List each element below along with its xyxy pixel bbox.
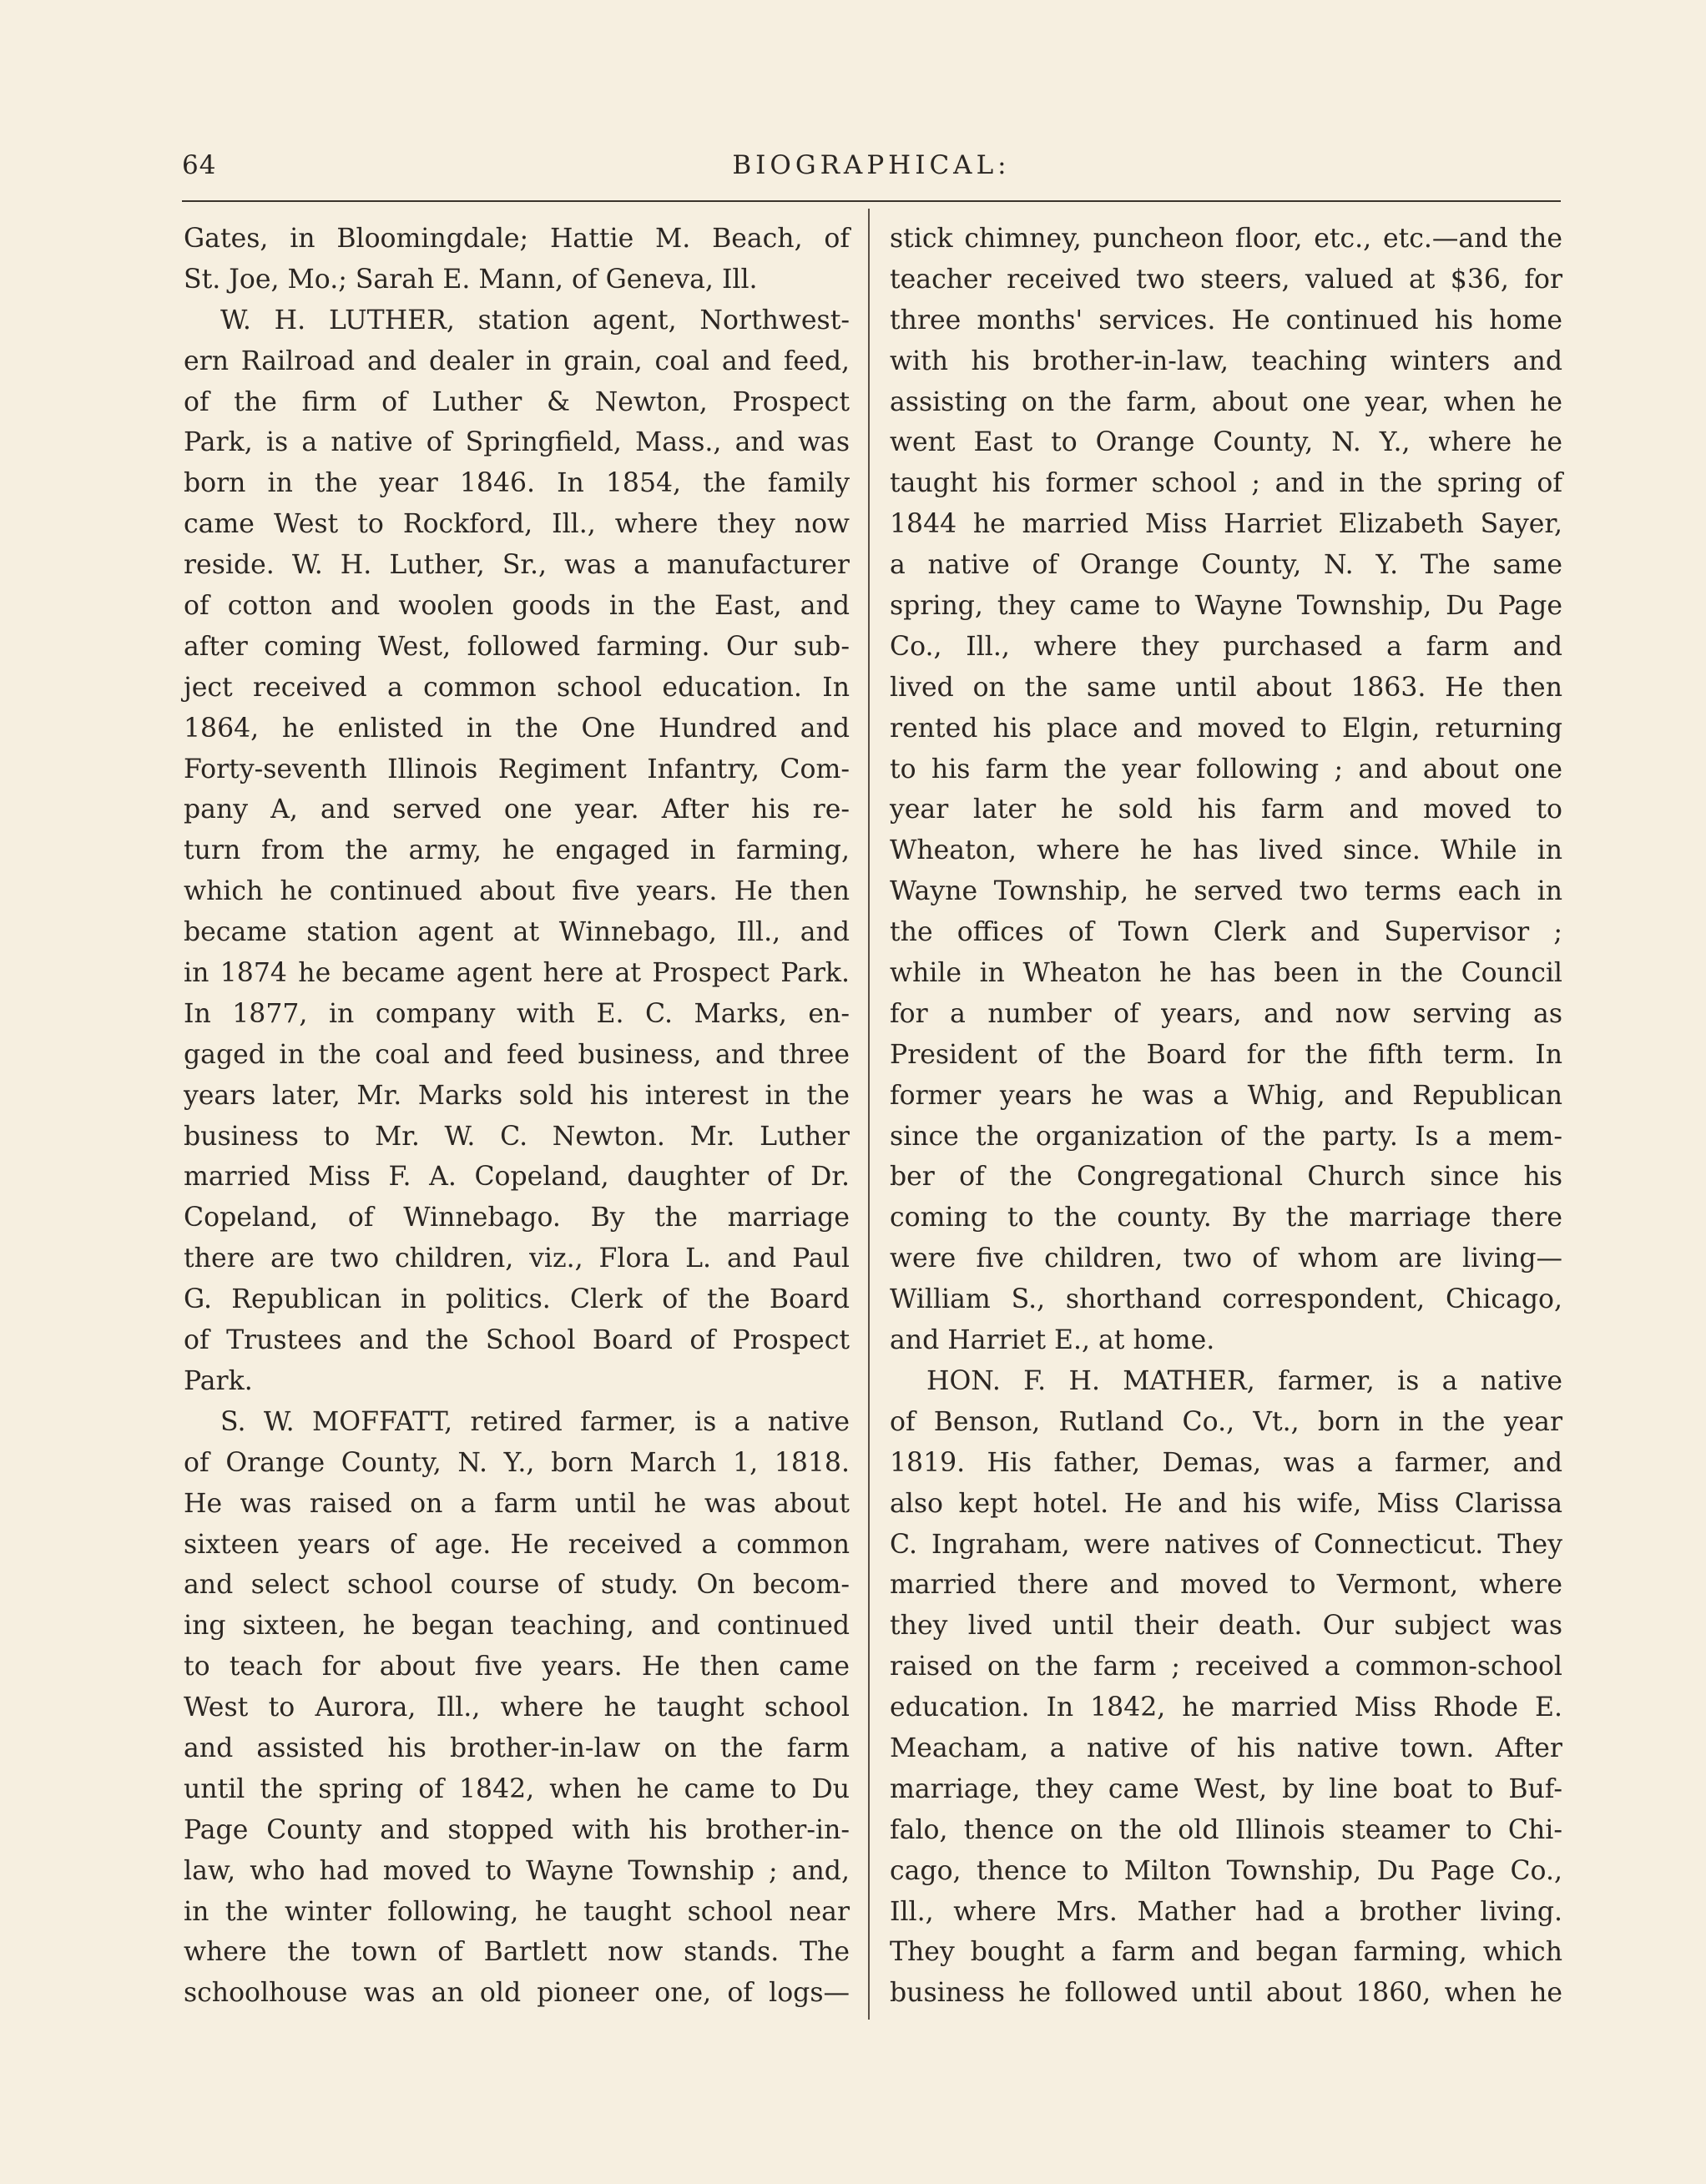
- text-line: William S., shorthand correspondent, Chicago,: [890, 1284, 1562, 1315]
- text-line: Meacham, a native of his native town. After: [890, 1733, 1562, 1763]
- header-rule: [182, 200, 1561, 202]
- text-line: Co., Ill., where they purchased a farm and: [890, 631, 1562, 662]
- text-line: for a number of years, and now serving as: [890, 998, 1562, 1029]
- text-line: Ill., where Mrs. Mather had a brother living.: [890, 1896, 1562, 1927]
- text-line: President of the Board for the fifth term. In: [890, 1039, 1562, 1070]
- text-line: stick chimney, puncheon floor, etc., etc.—and the: [890, 224, 1562, 254]
- text-line: year later he sold his farm and moved to: [890, 794, 1562, 825]
- text-line: Page County and stopped with his brother-in-: [184, 1814, 850, 1845]
- text-line: after coming West, followed farming. Our sub-: [184, 631, 850, 662]
- running-head: BIOGRAPHICAL:: [732, 150, 1011, 180]
- text-line: married there and moved to Vermont, where: [890, 1570, 1562, 1601]
- text-line: to teach for about five years. He then came: [184, 1652, 850, 1682]
- text-line: ber of the Congregational Church since his: [890, 1162, 1562, 1193]
- text-line: sixteen years of age. He received a common: [184, 1529, 850, 1560]
- text-line: were five children, two of whom are living—: [890, 1243, 1562, 1274]
- text-line: schoolhouse was an old pioneer one, of logs—: [184, 1978, 850, 2009]
- column-divider: [868, 209, 870, 2020]
- text-line: and assisted his brother-in-law on the farm: [184, 1733, 850, 1763]
- text-line: and select school course of study. On becom-: [184, 1570, 850, 1601]
- text-line: ing sixteen, he began teaching, and continued: [184, 1611, 850, 1642]
- text-line: of the firm of Luther & Newton, Prospect: [184, 386, 850, 417]
- text-line: since the organization of the party. Is a mem-: [890, 1121, 1562, 1152]
- text-line: coming to the county. By the marriage there: [890, 1203, 1562, 1233]
- text-line: three months' services. He continued his home: [890, 305, 1562, 335]
- text-line: also kept hotel. He and his wife, Miss Clarissa: [890, 1488, 1562, 1519]
- text-line: St. Joe, Mo.; Sarah E. Mann, of Geneva, Ill.: [184, 264, 758, 295]
- text-line: they lived until their death. Our subject was: [890, 1611, 1562, 1642]
- text-line: of Benson, Rutland Co., Vt., born in the year: [890, 1406, 1562, 1437]
- text-line: became station agent at Winnebago, Ill., and: [184, 917, 850, 948]
- text-line: where the town of Bartlett now stands. The: [184, 1937, 850, 1968]
- text-line: West to Aurora, Ill., where he taught school: [184, 1692, 850, 1723]
- text-line: in 1874 he became agent here at Prospect Park.: [184, 958, 850, 989]
- text-line: reside. W. H. Luther, Sr., was a manufacturer: [184, 550, 850, 581]
- text-line: there are two children, viz., Flora L. and Paul: [184, 1243, 850, 1274]
- text-line: of cotton and woolen goods in the East, and: [184, 591, 850, 622]
- text-line: lived on the same until about 1863. He then: [890, 672, 1562, 703]
- text-line: Park, is a native of Springfield, Mass., and was: [184, 427, 850, 458]
- text-line: years later, Mr. Marks sold his interest in the: [184, 1080, 850, 1111]
- text-line: ern Railroad and dealer in grain, coal and feed,: [184, 346, 850, 376]
- text-line: Forty-seventh Illinois Regiment Infantry, Com-: [184, 754, 850, 784]
- text-line: in the winter following, he taught school near: [184, 1896, 850, 1927]
- text-line: the offices of Town Clerk and Supervisor ;: [890, 917, 1562, 948]
- text-line: Gates, in Bloomingdale; Hattie M. Beach, of: [184, 224, 850, 254]
- text-line: former years he was a Whig, and Republican: [890, 1080, 1562, 1111]
- text-line: until the spring of 1842, when he came to Du: [184, 1773, 850, 1804]
- text-line: 1819. His father, Demas, was a farmer, and: [890, 1447, 1562, 1478]
- text-line: HON. F. H. MATHER, farmer, is a native: [926, 1365, 1562, 1396]
- text-line: and Harriet E., at home.: [890, 1325, 1215, 1356]
- text-line: taught his former school ; and in the spring of: [890, 468, 1562, 499]
- text-line: to his farm the year following ; and about one: [890, 754, 1562, 784]
- text-line: with his brother-in-law, teaching winters and: [890, 346, 1562, 376]
- text-line: while in Wheaton he has been in the Council: [890, 958, 1562, 989]
- left-column: [184, 219, 850, 2014]
- text-line: of Trustees and the School Board of Prospect: [184, 1325, 850, 1356]
- text-line: gaged in the coal and feed business, and three: [184, 1039, 850, 1070]
- text-line: turn from the army, he engaged in farming,: [184, 835, 850, 866]
- text-line: G. Republican in politics. Clerk of the Board: [184, 1284, 850, 1315]
- text-line: a native of Orange County, N. Y. The same: [890, 550, 1562, 581]
- text-line: came West to Rockford, Ill., where they now: [184, 509, 850, 540]
- text-line: 1864, he enlisted in the One Hundred and: [184, 713, 850, 744]
- text-line: teacher received two steers, valued at $36, for: [890, 264, 1562, 295]
- text-line: In 1877, in company with E. C. Marks, en-: [184, 998, 850, 1029]
- text-line: business he followed until about 1860, when he: [890, 1978, 1562, 2009]
- text-line: assisting on the farm, about one year, when he: [890, 386, 1562, 417]
- text-line: born in the year 1846. In 1854, the family: [184, 468, 850, 499]
- text-line: ject received a common school education. In: [184, 672, 850, 703]
- text-line: rented his place and moved to Elgin, returning: [890, 713, 1562, 744]
- text-line: falo, thence on the old Illinois steamer to Chi-: [890, 1814, 1562, 1845]
- text-line: pany A, and served one year. After his re-: [184, 794, 850, 825]
- text-line: of Orange County, N. Y., born March 1, 1818.: [184, 1447, 850, 1478]
- text-line: education. In 1842, he married Miss Rhode E.: [890, 1692, 1562, 1723]
- right-column: [890, 219, 1562, 2014]
- text-line: They bought a farm and began farming, which: [890, 1937, 1562, 1968]
- text-line: raised on the farm ; received a common-school: [890, 1652, 1562, 1682]
- text-line: 1844 he married Miss Harriet Elizabeth Sayer,: [890, 509, 1562, 540]
- text-line: He was raised on a farm until he was about: [184, 1488, 850, 1519]
- text-line: business to Mr. W. C. Newton. Mr. Luther: [184, 1121, 850, 1152]
- text-line: went East to Orange County, N. Y., where he: [890, 427, 1562, 458]
- text-line: C. Ingraham, were natives of Connecticut. They: [890, 1529, 1562, 1560]
- text-line: Wayne Township, he served two terms each in: [890, 876, 1562, 907]
- text-line: cago, thence to Milton Township, Du Page Co.,: [890, 1855, 1562, 1886]
- text-line: Wheaton, where he has lived since. While in: [890, 835, 1562, 866]
- text-line: Park.: [184, 1365, 253, 1396]
- text-line: W. H. LUTHER, station agent, Northwest-: [220, 305, 850, 335]
- page-number: 64: [182, 150, 217, 180]
- text-line: law, who had moved to Wayne Township ; and,: [184, 1855, 850, 1886]
- text-line: spring, they came to Wayne Township, Du Page: [890, 591, 1562, 622]
- text-line: Copeland, of Winnebago. By the marriage: [184, 1203, 850, 1233]
- text-line: marriage, they came West, by line boat to Buf-: [890, 1773, 1562, 1804]
- text-line: S. W. MOFFATT, retired farmer, is a native: [220, 1406, 850, 1437]
- page-header: [182, 150, 1561, 197]
- text-line: married Miss F. A. Copeland, daughter of Dr.: [184, 1162, 850, 1193]
- text-line: which he continued about five years. He then: [184, 876, 850, 907]
